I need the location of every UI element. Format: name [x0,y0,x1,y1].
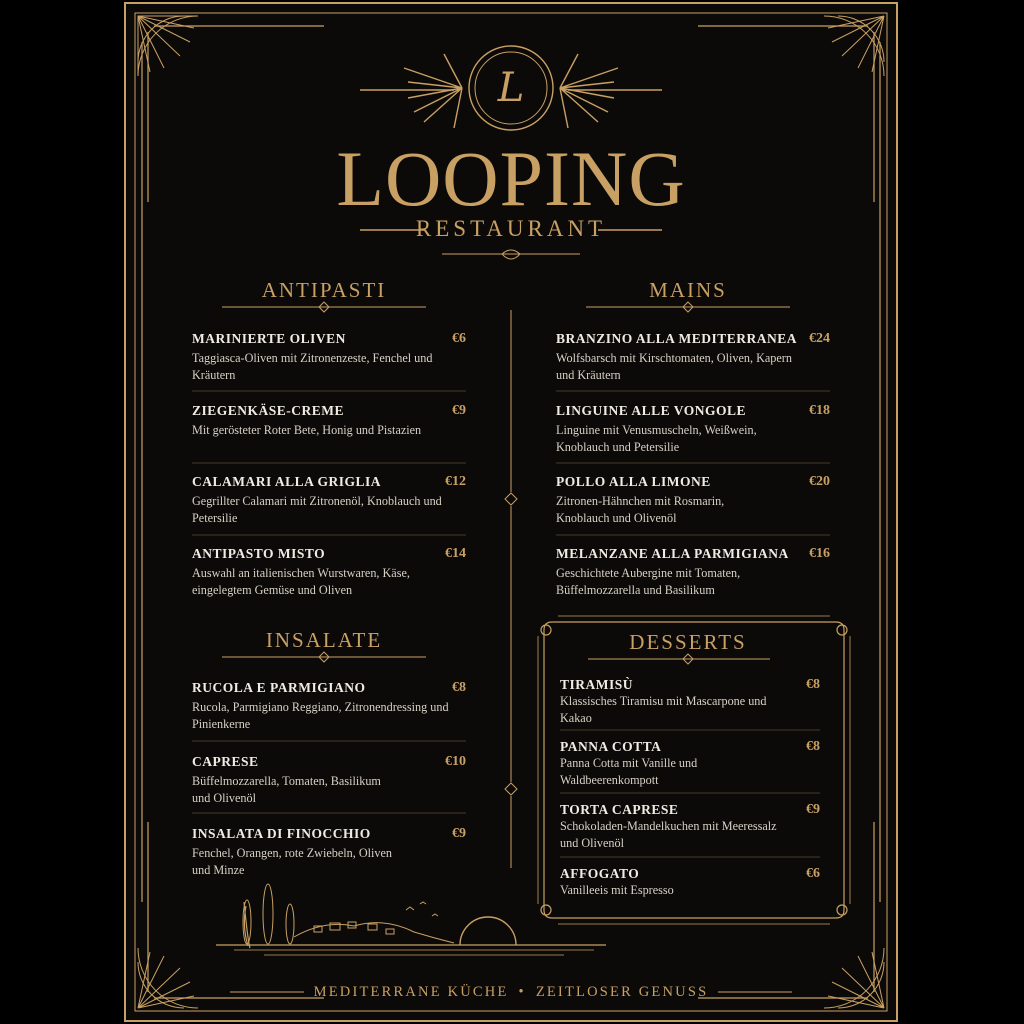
item-name: CALAMARI ALLA GRIGLIA [192,474,382,489]
footer-tagline [124,983,898,1001]
coastal-landscape-icon [216,884,606,955]
item-description: Büffelmozzarella, Tomaten, Basilikum und Olivenöl [192,774,381,805]
footer-right-text: ZEITLOSER GENUSS [535,984,709,1000]
corner-sunburst-icon [138,16,198,76]
item-price: €6 [452,331,466,346]
item-description: Panna Cotta mit Vanille und Waldbeerenkompott [560,756,698,787]
item-price: €6 [806,866,820,881]
menu-item [556,546,830,599]
item-price: €10 [445,754,466,769]
item-description: Taggiasca-Oliven mit Zitronenzeste, Fenchel und Kräutern [192,351,433,382]
item-name: BRANZINO ALLA MEDITERRANEA [556,331,798,346]
item-description: Gegrillter Calamari mit Zitronenöl, Knoblauch und Petersilie [192,494,442,525]
item-description: Auswahl an italienischen Wurstwaren, Käse, eingelegtem Gemüse und Oliven [192,566,410,597]
item-name: MARINIERTE OLIVEN [192,331,346,346]
item-name: ANTIPASTO MISTO [192,546,326,561]
menu-item [560,866,820,899]
item-price: €14 [445,546,466,561]
item-description: Fenchel, Orangen, rote Zwiebeln, Oliven und Minze [192,846,393,877]
menu-item [192,826,466,879]
menu-item [192,680,466,733]
restaurant-name: LOOPING [336,135,686,222]
menu-item [192,546,466,599]
item-description: Klassisches Tiramisu mit Mascarpone und Kakao [560,694,767,725]
menu-item [556,331,830,384]
footer-left-text: MEDITERRANE KÜCHE [313,984,509,1000]
item-name: MELANZANE ALLA PARMIGIANA [556,546,789,561]
item-name: CAPRESE [192,754,259,769]
section-title-desserts: DESSERTS [629,630,747,654]
item-price: €9 [806,802,820,817]
menu-item [560,739,820,789]
item-name: PANNA COTTA [560,739,662,754]
menu-sheet [124,2,898,1022]
restaurant-subtitle: RESTAURANT [415,216,607,241]
item-price: €8 [806,677,820,692]
item-name: AFFOGATO [560,866,640,881]
item-price: €16 [809,546,830,561]
footer-separator-dot-icon: • [518,984,526,1000]
menu-item [556,474,830,527]
item-name: POLLO ALLA LIMONE [556,474,711,489]
section-title-insalate: INSALATE [265,628,383,652]
item-price: €12 [445,474,466,489]
item-name: ZIEGENKÄSE-CREME [192,403,345,418]
menu-item [556,403,830,456]
item-description: Wolfsbarsch mit Kirschtomaten, Oliven, Kapern und Kräutern [556,351,792,382]
item-description: Schokoladen-Mandelkuchen mit Meeressalz und Olivenöl [560,819,777,850]
menu-item [192,474,466,527]
item-price: €8 [452,680,466,695]
section-title-antipasti: ANTIPASTI [261,278,387,302]
item-description: Geschichtete Aubergine mit Tomaten, Büffelmozzarella und Basilikum [556,566,741,597]
item-price: €20 [809,474,830,489]
brand-monogram: L [497,65,525,111]
item-name: TORTA CAPRESE [560,802,679,817]
menu-item [560,677,820,727]
item-name: INSALATA DI FINOCCHIO [192,826,371,841]
item-price: €9 [452,826,466,841]
item-price: €9 [452,403,466,418]
item-description: Linguine mit Venusmuscheln, Weißwein, Knoblauch und Petersilie [556,423,757,454]
item-price: €18 [809,403,830,418]
menu-item [192,754,466,807]
section-title-mains: MAINS [649,278,727,302]
item-price: €24 [809,331,830,346]
item-name: RUCOLA E PARMIGIANO [192,680,366,695]
item-description: Rucola, Parmigiano Reggiano, Zitronendressing und Pinienkerne [192,700,449,731]
item-price: €8 [806,739,820,754]
item-description: Mit gerösteter Roter Bete, Honig und Pistazien [192,423,422,437]
menu-item [560,802,820,852]
item-description: Zitronen-Hähnchen mit Rosmarin, Knoblauch und Olivenöl [556,494,725,525]
menu-item [192,403,466,439]
item-name: LINGUINE ALLE VONGOLE [556,403,747,418]
item-description: Vanilleeis mit Espresso [560,883,674,897]
item-name: TIRAMISÙ [560,677,634,692]
menu-item [192,331,466,384]
